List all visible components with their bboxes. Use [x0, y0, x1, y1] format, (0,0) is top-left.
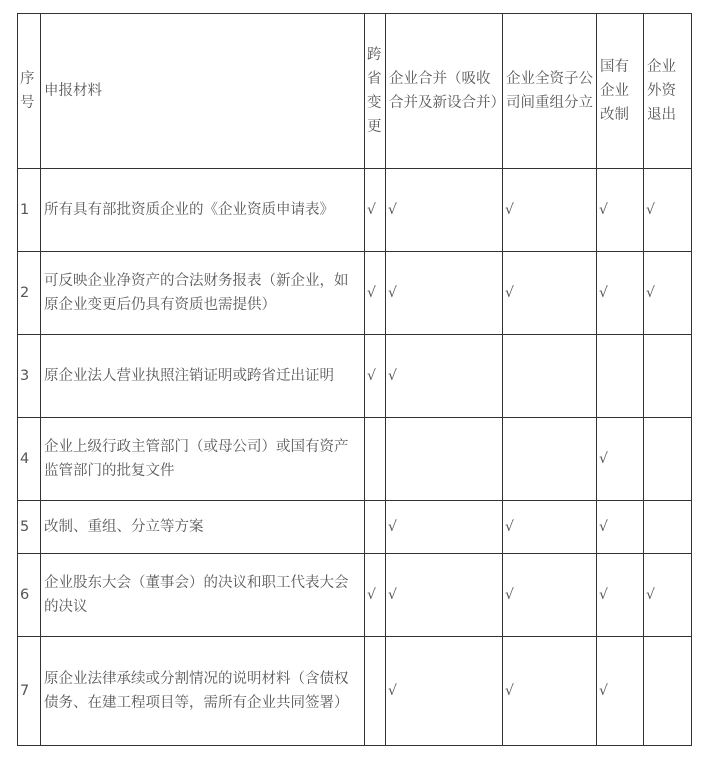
- material-text: 改制、重组、分立等方案: [41, 501, 365, 554]
- checkmark: √: [599, 519, 608, 535]
- header-cross-province: 跨省变更: [365, 14, 386, 169]
- cell-foreign-exit: [644, 554, 692, 637]
- material-text: 可反映企业净资产的合法财务报表（新企业，如原企业变更后仍具有资质也需提供）: [41, 252, 365, 335]
- material-text: 原企业法人营业执照注销证明或跨省迁出证明: [41, 335, 365, 418]
- checkmark: √: [505, 202, 514, 218]
- cell-state-reform: [597, 252, 644, 335]
- header-state-reform: 国有企业改制: [597, 14, 644, 169]
- material-text: 原企业法律承续或分割情况的说明材料（含债权债务、在建工程项目等，需所有企业共同签署）: [41, 637, 365, 746]
- checkmark: √: [505, 587, 514, 603]
- cell-foreign-exit: [644, 252, 692, 335]
- table-row: [18, 169, 692, 252]
- cell-merger: [386, 554, 503, 637]
- header-split: 企业全资子公司间重组分立: [503, 14, 597, 169]
- cell-cross-province: [365, 418, 386, 501]
- checkmark: √: [599, 285, 608, 301]
- cell-foreign-exit: [644, 418, 692, 501]
- cell-merger: [386, 335, 503, 418]
- header-material: 申报材料: [41, 14, 365, 169]
- checkmark: √: [367, 285, 376, 301]
- cell-foreign-exit: [644, 335, 692, 418]
- cell-split: [503, 554, 597, 637]
- checkmark: √: [367, 368, 376, 384]
- checkmark: √: [505, 519, 514, 535]
- header-foreign-exit: 企业外资退出: [644, 14, 692, 169]
- cell-foreign-exit: [644, 169, 692, 252]
- checkmark: √: [388, 285, 397, 301]
- header-seq: 序号: [18, 14, 41, 169]
- header-row: [18, 14, 692, 169]
- cell-state-reform: [597, 501, 644, 554]
- row-number: 3: [18, 335, 41, 418]
- row-number: 1: [18, 169, 41, 252]
- cell-split: [503, 335, 597, 418]
- cell-state-reform: [597, 418, 644, 501]
- checkmark: √: [646, 587, 655, 603]
- material-text: 所有具有部批资质企业的《企业资质申请表》: [41, 169, 365, 252]
- materials-table: [17, 13, 692, 746]
- cell-merger: [386, 252, 503, 335]
- cell-cross-province: [365, 335, 386, 418]
- cell-merger: [386, 418, 503, 501]
- header-merger: 企业合并（吸收合并及新设合并）: [386, 14, 503, 169]
- checkmark: √: [646, 285, 655, 301]
- cell-cross-province: [365, 252, 386, 335]
- checkmark: √: [599, 683, 608, 699]
- cell-merger: [386, 501, 503, 554]
- table-row: [18, 554, 692, 637]
- cell-state-reform: [597, 169, 644, 252]
- row-number: 2: [18, 252, 41, 335]
- table-row: [18, 501, 692, 554]
- cell-split: [503, 418, 597, 501]
- material-text: 企业上级行政主管部门（或母公司）或国有资产监管部门的批复文件: [41, 418, 365, 501]
- checkmark: √: [388, 368, 397, 384]
- row-number: 5: [18, 501, 41, 554]
- table-row: [18, 637, 692, 746]
- checkmark: √: [505, 285, 514, 301]
- checkmark: √: [505, 683, 514, 699]
- cell-state-reform: [597, 637, 644, 746]
- checkmark: √: [599, 587, 608, 603]
- cell-state-reform: [597, 554, 644, 637]
- row-number: 4: [18, 418, 41, 501]
- cell-cross-province: [365, 554, 386, 637]
- row-number: 6: [18, 554, 41, 637]
- cell-split: [503, 637, 597, 746]
- cell-cross-province: [365, 169, 386, 252]
- checkmark: √: [599, 202, 608, 218]
- checkmark: √: [388, 202, 397, 218]
- table-row: [18, 418, 692, 501]
- checkmark: √: [388, 519, 397, 535]
- row-number: 7: [18, 637, 41, 746]
- cell-merger: [386, 637, 503, 746]
- cell-foreign-exit: [644, 501, 692, 554]
- table-row: [18, 335, 692, 418]
- cell-foreign-exit: [644, 637, 692, 746]
- checkmark: √: [388, 587, 397, 603]
- checkmark: √: [646, 202, 655, 218]
- cell-split: [503, 501, 597, 554]
- checkmark: √: [388, 683, 397, 699]
- checkmark: √: [367, 587, 376, 603]
- checkmark: √: [599, 451, 608, 467]
- checkmark: √: [367, 202, 376, 218]
- cell-cross-province: [365, 637, 386, 746]
- cell-split: [503, 252, 597, 335]
- cell-cross-province: [365, 501, 386, 554]
- cell-split: [503, 169, 597, 252]
- table-row: [18, 252, 692, 335]
- material-text: 企业股东大会（董事会）的决议和职工代表大会的决议: [41, 554, 365, 637]
- cell-state-reform: [597, 335, 644, 418]
- cell-merger: [386, 169, 503, 252]
